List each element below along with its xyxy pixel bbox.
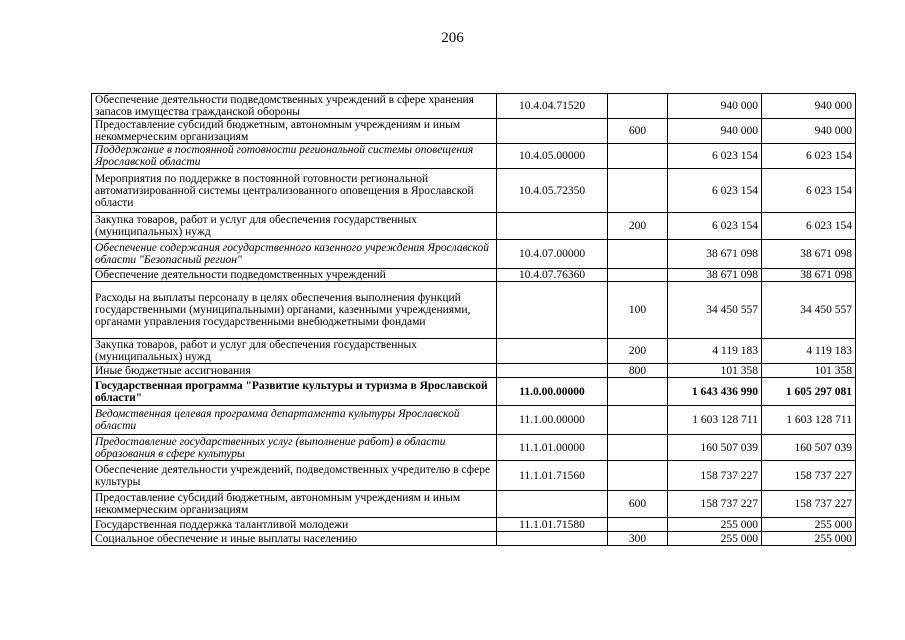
row-expense-type-cell: [608, 169, 668, 213]
row-name-cell: Обеспечение деятельности подведомственных учреждений в сфере хранения запасов имущества гражданской обороны: [92, 94, 497, 119]
row-amount-year1-cell: 38 671 098: [668, 240, 762, 269]
table-row: [92, 491, 856, 518]
row-expense-type-cell: [608, 518, 668, 532]
row-expense-type-cell: 800: [608, 364, 668, 378]
row-code-cell: 10.4.04.71520: [497, 94, 608, 119]
row-code-cell: 10.4.05.72350: [497, 169, 608, 213]
table-row: [92, 269, 856, 282]
row-amount-year1-cell: 101 358: [668, 364, 762, 378]
table-row: [92, 461, 856, 491]
row-code-cell: 11.1.01.71560: [497, 461, 608, 491]
row-code-cell: [497, 339, 608, 364]
budget-table-body: [92, 94, 856, 546]
row-name-cell: Расходы на выплаты персоналу в целях обеспечения выполнения функций государственными (муниципальными) органами, казенными учреждениями, органами управления государственными внебюджетными фондами: [92, 282, 497, 339]
row-name-cell: Закупка товаров, работ и услуг для обеспечения государственных (муниципальных) нужд: [92, 213, 497, 240]
budget-table: [91, 93, 856, 546]
table-row: [92, 378, 856, 406]
row-expense-type-cell: [608, 144, 668, 169]
row-amount-year2-cell: 6 023 154: [762, 169, 856, 213]
table-row: [92, 406, 856, 435]
row-amount-year2-cell: 158 737 227: [762, 461, 856, 491]
row-code-cell: [497, 119, 608, 144]
row-expense-type-cell: 600: [608, 119, 668, 144]
row-code-cell: 10.4.07.76360: [497, 269, 608, 282]
row-name-cell: Закупка товаров, работ и услуг для обеспечения государственных (муниципальных) нужд: [92, 339, 497, 364]
table-row: [92, 240, 856, 269]
row-amount-year1-cell: 6 023 154: [668, 144, 762, 169]
row-amount-year2-cell: 6 023 154: [762, 213, 856, 240]
row-amount-year1-cell: 34 450 557: [668, 282, 762, 339]
row-name-cell: Обеспечение деятельности подведомственных учреждений: [92, 269, 497, 282]
row-amount-year2-cell: 38 671 098: [762, 269, 856, 282]
page-number: 206: [441, 30, 464, 46]
row-amount-year2-cell: 34 450 557: [762, 282, 856, 339]
row-name-cell: Социальное обеспечение и иные выплаты населению: [92, 532, 497, 546]
table-row: [92, 213, 856, 240]
row-code-cell: [497, 213, 608, 240]
row-expense-type-cell: 200: [608, 339, 668, 364]
row-code-cell: [497, 282, 608, 339]
row-code-cell: [497, 491, 608, 518]
row-name-cell: Мероприятия по поддержке в постоянной готовности региональной автоматизированной системы централизованного оповещения в Ярославской области: [92, 169, 497, 213]
table-row: [92, 119, 856, 144]
row-amount-year2-cell: 940 000: [762, 119, 856, 144]
row-name-cell: Ведомственная целевая программа департамента культуры Ярославской области: [92, 406, 497, 435]
row-code-cell: 11.1.00.00000: [497, 406, 608, 435]
row-amount-year1-cell: 6 023 154: [668, 169, 762, 213]
row-name-cell: Предоставление субсидий бюджетным, автономным учреждениям и иным некоммерческим организациям: [92, 491, 497, 518]
row-amount-year2-cell: 4 119 183: [762, 339, 856, 364]
row-name-cell: Государственная поддержка талантливой молодежи: [92, 518, 497, 532]
row-code-cell: 11.1.01.71580: [497, 518, 608, 532]
row-expense-type-cell: [608, 378, 668, 406]
row-name-cell: Поддержание в постоянной готовности региональной системы оповещения Ярославской области: [92, 144, 497, 169]
row-expense-type-cell: 300: [608, 532, 668, 546]
row-expense-type-cell: [608, 94, 668, 119]
row-amount-year1-cell: 940 000: [668, 119, 762, 144]
table-row: [92, 144, 856, 169]
row-amount-year2-cell: 101 358: [762, 364, 856, 378]
row-amount-year2-cell: 1 603 128 711: [762, 406, 856, 435]
row-expense-type-cell: 600: [608, 491, 668, 518]
row-amount-year1-cell: 38 671 098: [668, 269, 762, 282]
row-name-cell: Государственная программа "Развитие культуры и туризма в Ярославской области": [92, 378, 497, 406]
row-expense-type-cell: [608, 406, 668, 435]
row-amount-year2-cell: 158 737 227: [762, 491, 856, 518]
table-row: [92, 94, 856, 119]
table-row: [92, 339, 856, 364]
row-code-cell: 11.0.00.00000: [497, 378, 608, 406]
row-name-cell: Предоставление государственных услуг (выполнение работ) в области образования в сфере культуры: [92, 435, 497, 461]
row-expense-type-cell: [608, 461, 668, 491]
row-amount-year1-cell: 158 737 227: [668, 491, 762, 518]
row-expense-type-cell: [608, 435, 668, 461]
row-amount-year2-cell: 255 000: [762, 518, 856, 532]
table-row: [92, 435, 856, 461]
row-name-cell: Предоставление субсидий бюджетным, автономным учреждениям и иным некоммерческим организациям: [92, 119, 497, 144]
row-expense-type-cell: 200: [608, 213, 668, 240]
row-code-cell: 10.4.07.00000: [497, 240, 608, 269]
row-amount-year1-cell: 1 603 128 711: [668, 406, 762, 435]
row-amount-year1-cell: 940 000: [668, 94, 762, 119]
row-expense-type-cell: [608, 269, 668, 282]
table-row: [92, 518, 856, 532]
row-amount-year2-cell: 160 507 039: [762, 435, 856, 461]
row-amount-year1-cell: 255 000: [668, 532, 762, 546]
row-code-cell: [497, 364, 608, 378]
table-row: [92, 169, 856, 213]
row-amount-year1-cell: 158 737 227: [668, 461, 762, 491]
row-amount-year2-cell: 1 605 297 081: [762, 378, 856, 406]
row-name-cell: Обеспечение деятельности учреждений, подведомственных учредителю в сфере культуры: [92, 461, 497, 491]
row-amount-year2-cell: 255 000: [762, 532, 856, 546]
table-row: [92, 282, 856, 339]
row-expense-type-cell: 100: [608, 282, 668, 339]
row-code-cell: 10.4.05.00000: [497, 144, 608, 169]
row-amount-year1-cell: 255 000: [668, 518, 762, 532]
row-amount-year1-cell: 160 507 039: [668, 435, 762, 461]
row-amount-year2-cell: 940 000: [762, 94, 856, 119]
row-amount-year2-cell: 38 671 098: [762, 240, 856, 269]
row-amount-year2-cell: 6 023 154: [762, 144, 856, 169]
row-expense-type-cell: [608, 240, 668, 269]
table-row: [92, 364, 856, 378]
row-amount-year1-cell: 6 023 154: [668, 213, 762, 240]
row-name-cell: Обеспечение содержания государственного казенного учреждения Ярославской области "Безопасный регион": [92, 240, 497, 269]
row-name-cell: Иные бюджетные ассигнования: [92, 364, 497, 378]
row-amount-year1-cell: 1 643 436 990: [668, 378, 762, 406]
row-code-cell: [497, 532, 608, 546]
row-code-cell: 11.1.01.00000: [497, 435, 608, 461]
row-amount-year1-cell: 4 119 183: [668, 339, 762, 364]
table-row: [92, 532, 856, 546]
